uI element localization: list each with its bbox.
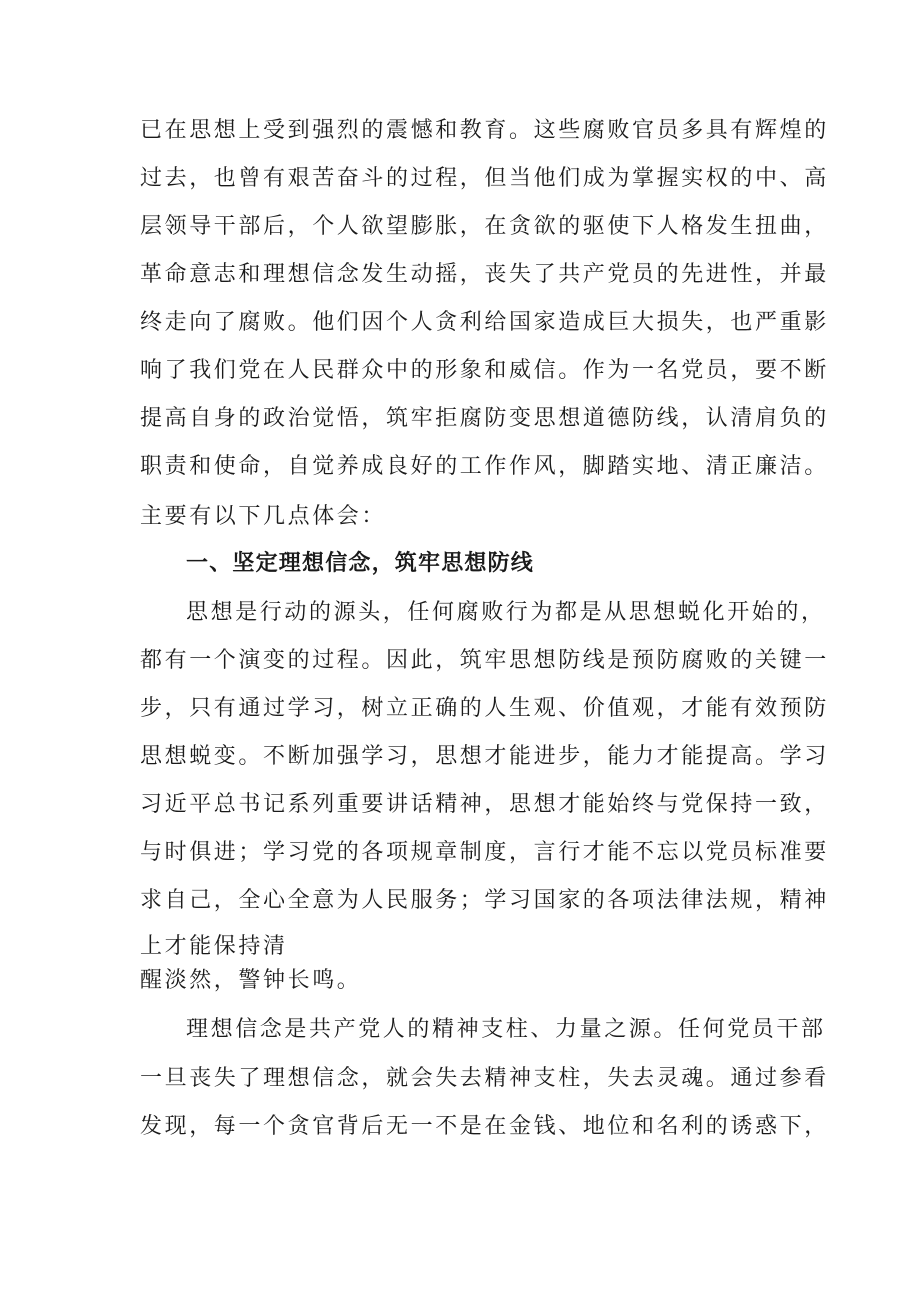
paragraph-1-line: 主要有以下几点体会： <box>140 504 387 529</box>
paragraph-2-line: 习近平总书记系列重要讲话精神，思想才能始终与党保持一致， <box>140 792 829 817</box>
paragraph-1-line: 提高自身的政治觉悟，筑牢拒腐防变思想道德防线，认清肩负的 <box>140 406 829 431</box>
paragraph-2-line: 都有一个演变的过程。因此，筑牢思想防线是预防腐败的关键一 <box>140 648 829 673</box>
paragraph-1-line: 过去，也曾有艰苦奋斗的过程，但当他们成为掌握实权的中、高 <box>140 166 829 191</box>
section-heading: 一、坚定理想信念，筑牢思想防线 <box>186 551 535 576</box>
paragraph-3-line: 发现，每一个贪官背后无一不是在金钱、地位和名利的诱惑下， <box>140 1114 829 1139</box>
paragraph-1-line: 层领导干部后，个人欲望膨胀，在贪欲的驱使下人格发生扭曲， <box>140 214 829 239</box>
paragraph-2-line: 思想蜕变。不断加强学习，思想才能进步，能力才能提高。学习 <box>140 744 829 769</box>
paragraph-2-line: 与时俱进；学习党的各项规章制度，言行才能不忘以党员标准要 <box>140 840 829 865</box>
paragraph-2-line: 求自己，全心全意为人民服务；学习国家的各项法律法规，精神 <box>140 888 829 913</box>
paragraph-2-line: 思想是行动的源头，任何腐败行为都是从思想蜕化开始的， <box>186 600 826 625</box>
paragraph-1-line: 终走向了腐败。他们因个人贪利给国家造成巨大损失，也严重影 <box>140 310 829 335</box>
paragraph-1-line: 响了我们党在人民群众中的形象和威信。作为一名党员，要不断 <box>140 358 829 383</box>
paragraph-2-line: 步，只有通过学习，树立正确的人生观、价值观，才能有效预防 <box>140 696 829 721</box>
paragraph-1-line: 职责和使命，自觉养成良好的工作作风，脚踏实地、清正廉洁。 <box>140 454 829 479</box>
paragraph-3-line: 理想信念是共产党人的精神支柱、力量之源。任何党员干部 <box>186 1017 826 1042</box>
paragraph-1-line: 革命意志和理想信念发生动摇，丧失了共产党员的先进性，并最 <box>140 262 829 287</box>
paragraph-2-line: 上才能保持清 <box>140 934 288 959</box>
paragraph-2-line: 醒淡然，警钟长鸣。 <box>140 968 362 993</box>
paragraph-1-line: 已在思想上受到强烈的震憾和教育。这些腐败官员多具有辉煌的 <box>140 118 829 143</box>
paragraph-3-line: 一旦丧失了理想信念，就会失去精神支柱，失去灵魂。通过参看 <box>140 1066 829 1091</box>
